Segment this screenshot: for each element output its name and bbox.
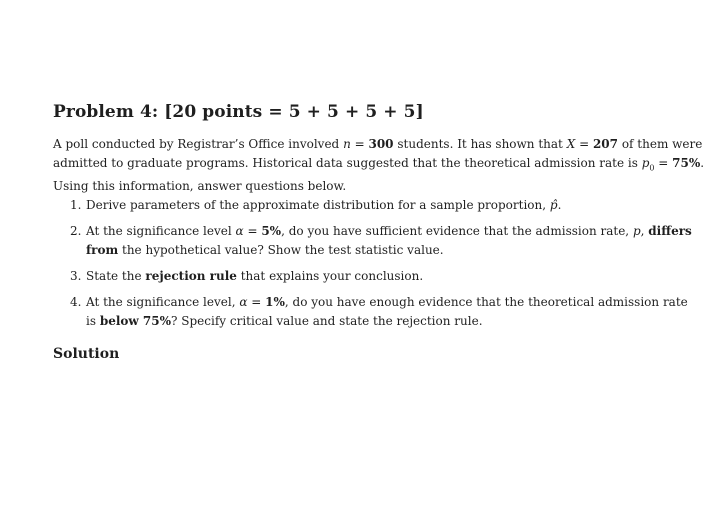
question-item (70, 196, 668, 215)
alpha-symbol: α (235, 224, 244, 238)
question-text: At the significance level α = 5%, do you have sufficient evidence that the admission rate, p, differs from the hypothetical value? Show the test statistic value. (86, 224, 692, 257)
intro-line-2: admitted to graduate programs. Historical data suggested that the theoretical admission rate is $p_0 = 75\%$. (53, 156, 704, 173)
question-text: At the significance level, α = 1%, do you have enough evidence that the theoretical admission rate is below 75%? Specify critical value and state the rejection rule. (86, 295, 688, 328)
question-number: 3. (70, 269, 82, 283)
x-variable: X (566, 137, 576, 151)
problem-intro (53, 135, 704, 196)
question-text: State the rejection rule that explains your conclusion. (86, 269, 424, 283)
question-number: 1. (70, 198, 82, 212)
emphasis-from: from (86, 243, 119, 257)
question-number: 2. (70, 224, 82, 238)
p0-variable: p (641, 156, 650, 170)
intro-line-3: Using this information, answer questions below. (53, 179, 347, 194)
alpha-symbol: α (239, 295, 248, 309)
question-item (70, 267, 668, 286)
intro-line-1: A poll conducted by Registrar’s Office involved n = 300 students. It has shown that X = 207 of them were (53, 137, 703, 151)
n-value: 300 (368, 137, 394, 151)
solution-heading: Solution (53, 346, 120, 362)
alpha-value: 5% (261, 224, 282, 238)
emphasis-below: below 75% (99, 314, 172, 328)
question-text: Derive parameters of the approximate distribution for a sample proportion, p̂. (86, 198, 562, 212)
n-variable: n (343, 137, 351, 151)
emphasis-rejection-rule: rejection rule (145, 269, 237, 283)
p0-value: 75% (672, 156, 701, 170)
question-item (70, 293, 688, 331)
question-item (70, 222, 692, 260)
question-list (70, 196, 692, 338)
problem-title: Problem 4: [20 points = 5 + 5 + 5 + 5] (53, 102, 424, 122)
p0-subscript: 0 (649, 163, 655, 173)
question-number: 4. (70, 295, 82, 309)
alpha-value: 1% (265, 295, 285, 309)
emphasis-differs: differs (648, 224, 692, 238)
p-variable: p (632, 224, 641, 238)
x-value: 207 (592, 137, 618, 151)
p-hat-symbol: p̂ (549, 198, 558, 212)
